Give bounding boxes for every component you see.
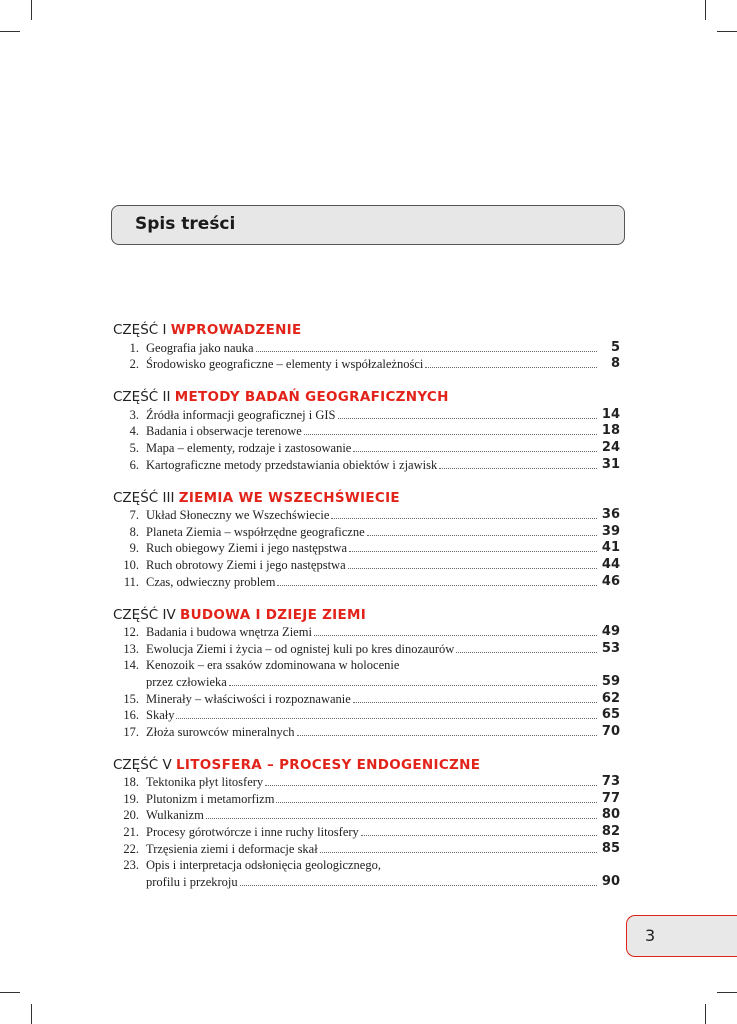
toc-entry[interactable] — [113, 507, 620, 524]
toc-entry[interactable] — [113, 840, 620, 857]
dot-leader — [439, 468, 597, 469]
toc-entry[interactable] — [113, 406, 620, 423]
entry-title: Procesy górotwórcze i inne ruchy litosfery — [146, 825, 359, 840]
entry-title: Mapa – elementy, rodzaje i zastosowanie — [146, 440, 352, 455]
entry-number: 1. — [129, 340, 139, 355]
entry-page: 14 — [601, 406, 620, 422]
toc-part — [113, 607, 620, 740]
crop-mark — [0, 31, 20, 32]
entry-number: 11. — [123, 574, 139, 589]
toc-entry[interactable] — [113, 690, 620, 707]
entry-page: 70 — [601, 723, 620, 739]
page-title: Spis treści — [135, 214, 236, 234]
entry-number: 21. — [123, 825, 139, 840]
entry-title: Wulkanizm — [146, 808, 204, 823]
entry-page: 85 — [601, 840, 620, 856]
toc-entry-continuation[interactable] — [113, 873, 620, 890]
entry-page: 44 — [601, 556, 620, 572]
entry-page: 31 — [601, 456, 620, 472]
toc-entry[interactable] — [113, 657, 620, 674]
toc-entry[interactable] — [113, 807, 620, 824]
entry-page: 53 — [601, 640, 620, 656]
entry-number: 22. — [123, 841, 139, 856]
toc-entry[interactable] — [113, 857, 620, 874]
toc-entry[interactable] — [113, 573, 620, 590]
toc-entry[interactable] — [113, 556, 620, 573]
entry-page: 62 — [601, 690, 620, 706]
page-number-tab — [626, 915, 737, 957]
dot-leader — [353, 702, 597, 703]
entry-title: Kartograficzne metody przedstawiania obiektów i zjawisk — [146, 457, 438, 472]
entry-number: 12. — [123, 625, 139, 640]
entry-title: Środowisko geograficzne – elementy i współzależności — [146, 357, 424, 372]
entry-title: Geografia jako nauka — [146, 340, 254, 355]
part-heading — [113, 322, 620, 339]
toc-entry[interactable] — [113, 723, 620, 740]
entry-title: Opis i interpretacja odsłonięcia geologicznego, — [146, 858, 381, 873]
part-prefix: CZĘŚĆ V — [113, 756, 172, 773]
entry-title: Minerały – właściwości i rozpoznawanie — [146, 691, 351, 706]
dot-leader — [240, 885, 597, 886]
entry-number: 2. — [129, 357, 139, 372]
entry-page: 90 — [601, 873, 620, 889]
toc-entry[interactable] — [113, 540, 620, 557]
dot-leader — [331, 518, 597, 519]
entry-number: 17. — [123, 724, 139, 739]
entry-number: 9. — [129, 541, 139, 556]
toc-entry[interactable] — [113, 640, 620, 657]
entry-number: 4. — [129, 424, 139, 439]
entry-number: 3. — [129, 407, 139, 422]
part-prefix: CZĘŚĆ IV — [113, 606, 176, 623]
entry-number: 20. — [123, 808, 139, 823]
entry-number: 18. — [123, 775, 139, 790]
dot-leader — [297, 735, 597, 736]
dot-leader — [277, 585, 597, 586]
entry-number: 16. — [123, 708, 139, 723]
crop-mark — [717, 31, 737, 32]
entry-title: Tektonika płyt litosfery — [146, 775, 264, 790]
dot-leader — [338, 418, 597, 419]
entry-page: 8 — [610, 356, 620, 372]
part-heading — [113, 490, 620, 507]
part-heading — [113, 607, 620, 624]
dot-leader — [425, 367, 597, 368]
entry-title: Czas, odwieczny problem — [146, 574, 276, 589]
entry-number: 13. — [123, 641, 139, 656]
toc-entry[interactable] — [113, 624, 620, 641]
dot-leader — [304, 434, 597, 435]
entry-page: 41 — [601, 540, 620, 556]
part-prefix: CZĘŚĆ I — [113, 322, 167, 338]
dot-leader — [349, 551, 597, 552]
entry-page: 73 — [601, 774, 620, 790]
dot-leader — [256, 351, 597, 352]
table-of-contents — [113, 322, 620, 890]
entry-title: Kenozoik – era ssaków zdominowana w holocenie — [146, 658, 400, 673]
toc-part — [113, 389, 620, 472]
entry-title-continued: profilu i przekroju — [146, 874, 238, 889]
entry-number: 10. — [123, 557, 139, 572]
crop-mark — [31, 1004, 32, 1024]
dot-leader — [265, 785, 597, 786]
dot-leader — [320, 852, 597, 853]
dot-leader — [348, 568, 597, 569]
part-name: WPROWADZENIE — [170, 322, 302, 338]
dot-leader — [314, 635, 597, 636]
toc-entry[interactable] — [113, 707, 620, 724]
entry-page: 80 — [601, 807, 620, 823]
crop-mark — [705, 1004, 706, 1024]
dot-leader — [229, 685, 597, 686]
toc-part — [113, 490, 620, 590]
dot-leader — [367, 535, 597, 536]
entry-page: 65 — [601, 707, 620, 723]
toc-entry[interactable] — [113, 523, 620, 540]
entry-title: Skały — [146, 708, 175, 723]
entry-title: Badania i budowa wnętrza Ziemi — [146, 625, 312, 640]
entry-number: 7. — [129, 508, 139, 523]
entry-page: 5 — [610, 339, 620, 355]
entry-page: 82 — [601, 824, 620, 840]
toc-entry[interactable] — [113, 339, 620, 356]
entry-page: 24 — [601, 439, 620, 455]
crop-mark — [717, 992, 737, 993]
entry-number: 8. — [129, 524, 139, 539]
entry-number: 6. — [129, 457, 139, 472]
entry-page: 36 — [601, 507, 620, 523]
part-name: METODY BADAŃ GEOGRAFICZNYCH — [174, 389, 449, 406]
entry-page: 18 — [601, 423, 620, 439]
entry-number: 19. — [123, 791, 139, 806]
entry-title: Trzęsienia ziemi i deformacje skał — [146, 841, 318, 856]
dot-leader — [206, 818, 597, 819]
entry-title: Plutonizm i metamorfizm — [146, 791, 275, 806]
toc-part — [113, 322, 620, 372]
entry-title: Ruch obrotowy Ziemi i jego następstwa — [146, 557, 346, 572]
page-title-box — [111, 205, 625, 245]
dot-leader — [456, 652, 597, 653]
entry-number: 23. — [123, 858, 139, 873]
part-heading — [113, 389, 620, 406]
entry-title: Ruch obiegowy Ziemi i jego następstwa — [146, 541, 348, 556]
dot-leader — [361, 835, 597, 836]
entry-title: Źródła informacji geograficznej i GIS — [146, 407, 336, 422]
entry-number: 14. — [123, 658, 139, 673]
crop-mark — [31, 0, 32, 20]
part-name: LITOSFERA – PROCESY ENDOGENICZNE — [176, 756, 481, 773]
entry-title-continued: przez człowieka — [146, 674, 227, 689]
dot-leader — [176, 718, 597, 719]
dot-leader — [276, 802, 597, 803]
crop-mark — [0, 992, 20, 993]
crop-mark — [705, 0, 706, 20]
entry-title: Układ Słoneczny we Wszechświecie — [146, 508, 330, 523]
part-heading — [113, 757, 620, 774]
toc-entry[interactable] — [113, 790, 620, 807]
toc-entry[interactable] — [113, 823, 620, 840]
entry-page: 39 — [601, 523, 620, 539]
part-name: ZIEMIA WE WSZECHŚWIECIE — [178, 489, 400, 506]
entry-number: 5. — [129, 440, 139, 455]
toc-entry[interactable] — [113, 439, 620, 456]
part-prefix: CZĘŚĆ III — [113, 489, 175, 506]
entry-page: 49 — [601, 624, 620, 640]
entry-title: Złoża surowców mineralnych — [146, 724, 295, 739]
toc-entry[interactable] — [113, 456, 620, 473]
entry-title: Planeta Ziemia – współrzędne geograficzne — [146, 524, 365, 539]
entry-number: 15. — [123, 691, 139, 706]
entry-page: 59 — [601, 673, 620, 689]
toc-entry[interactable] — [113, 774, 620, 791]
toc-entry[interactable] — [113, 423, 620, 440]
entry-page: 46 — [601, 573, 620, 589]
part-name: BUDOWA I DZIEJE ZIEMI — [180, 606, 367, 623]
page-number: 3 — [645, 926, 656, 945]
toc-part — [113, 757, 620, 890]
entry-page: 77 — [601, 790, 620, 806]
entry-title: Ewolucja Ziemi i życia – od ognistej kuli po kres dinozaurów — [146, 641, 455, 656]
dot-leader — [353, 451, 597, 452]
part-prefix: CZĘŚĆ II — [113, 389, 171, 406]
entry-title: Badania i obserwacje terenowe — [146, 424, 302, 439]
toc-entry-continuation[interactable] — [113, 673, 620, 690]
toc-entry[interactable] — [113, 356, 620, 373]
